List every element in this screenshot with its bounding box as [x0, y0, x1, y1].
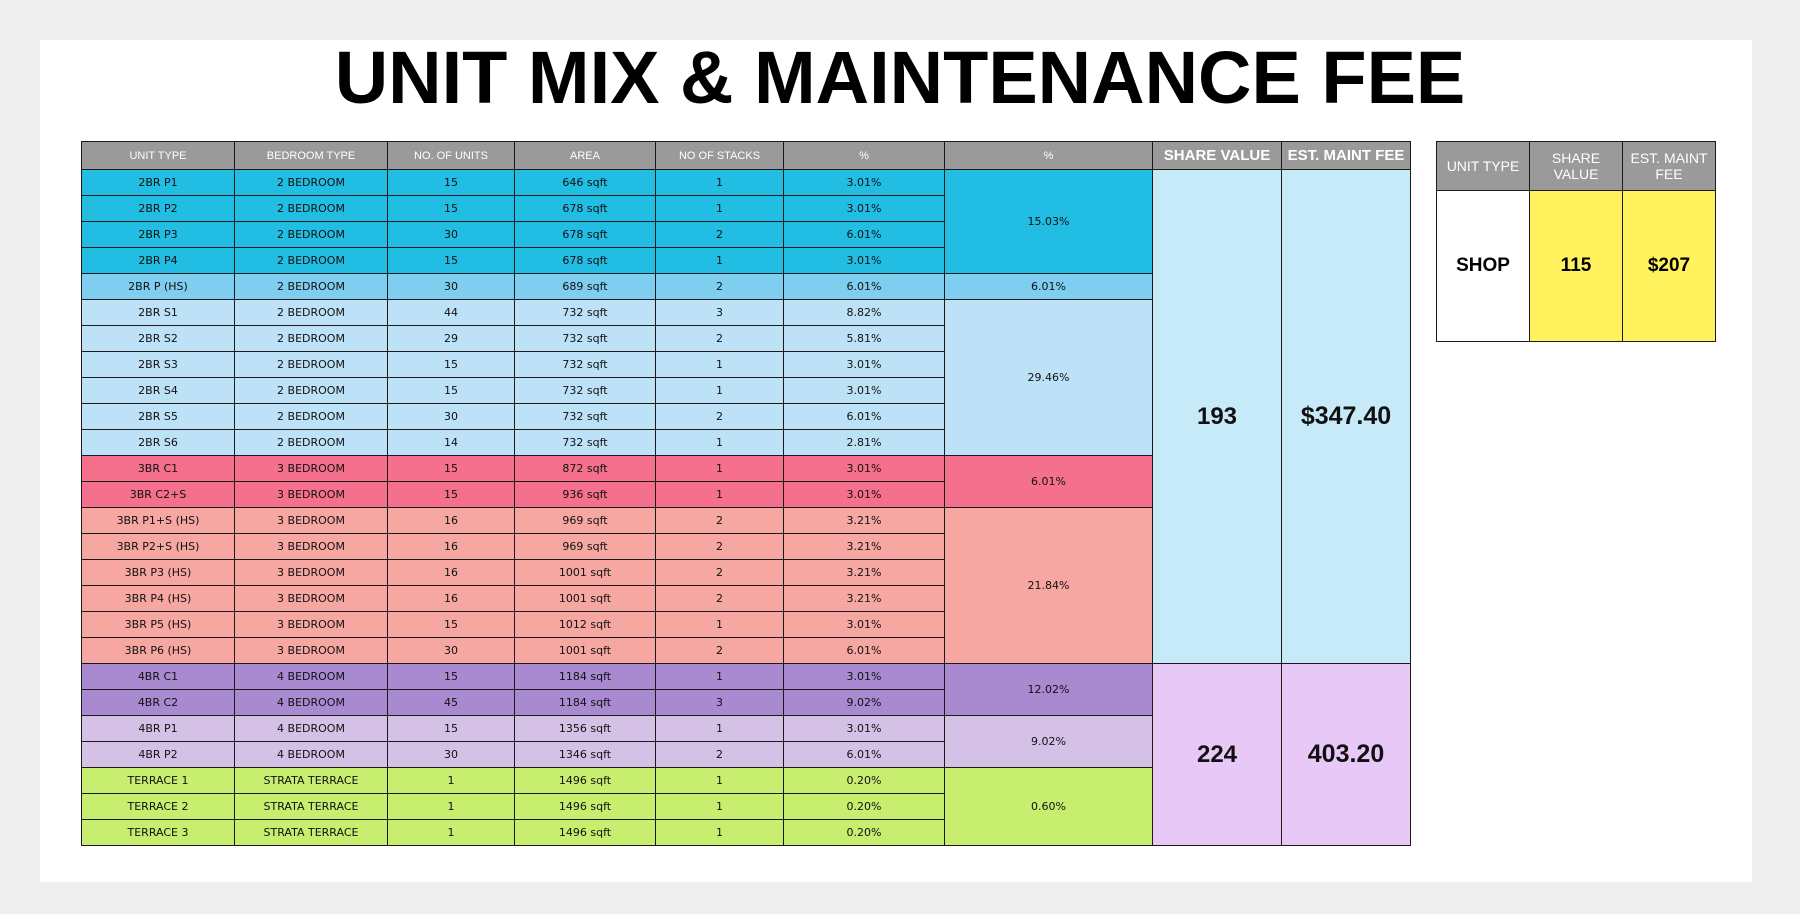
cell-no-of-stacks: 2	[656, 274, 784, 300]
cell-bedroom-type: 2 BEDROOM	[235, 404, 388, 430]
cell-area: 1184 sqft	[515, 690, 656, 716]
cell-unit-type: 3BR P1+S (HS)	[82, 508, 235, 534]
cell-no-of-units: 44	[388, 300, 515, 326]
cell-unit-type: 2BR S6	[82, 430, 235, 456]
cell-group-percent: 0.60%	[945, 768, 1153, 846]
cell-bedroom-type: 4 BEDROOM	[235, 742, 388, 768]
header-no-of-units: NO. OF UNITS	[388, 142, 515, 170]
cell-no-of-units: 30	[388, 742, 515, 768]
cell-area: 1012 sqft	[515, 612, 656, 638]
cell-group-percent: 9.02%	[945, 716, 1153, 768]
cell-percent: 6.01%	[784, 274, 945, 300]
cell-unit-type: 3BR P6 (HS)	[82, 638, 235, 664]
cell-bedroom-type: 3 BEDROOM	[235, 456, 388, 482]
header-group-percent: %	[945, 142, 1153, 170]
cell-area: 732 sqft	[515, 404, 656, 430]
shop-header-unit-type: UNIT TYPE	[1437, 142, 1530, 191]
cell-percent: 3.01%	[784, 482, 945, 508]
cell-group-percent: 6.01%	[945, 274, 1153, 300]
cell-area: 1496 sqft	[515, 820, 656, 846]
cell-percent: 8.82%	[784, 300, 945, 326]
cell-no-of-stacks: 3	[656, 690, 784, 716]
cell-unit-type: 3BR P2+S (HS)	[82, 534, 235, 560]
cell-no-of-stacks: 1	[656, 352, 784, 378]
cell-no-of-stacks: 1	[656, 794, 784, 820]
cell-percent: 3.01%	[784, 664, 945, 690]
cell-unit-type: 2BR P4	[82, 248, 235, 274]
cell-bedroom-type: 2 BEDROOM	[235, 430, 388, 456]
cell-area: 969 sqft	[515, 508, 656, 534]
cell-bedroom-type: 2 BEDROOM	[235, 326, 388, 352]
cell-no-of-units: 15	[388, 482, 515, 508]
cell-no-of-units: 45	[388, 690, 515, 716]
cell-no-of-units: 16	[388, 534, 515, 560]
header-no-of-stacks: NO OF STACKS	[656, 142, 784, 170]
cell-area: 1356 sqft	[515, 716, 656, 742]
header-unit-type: UNIT TYPE	[82, 142, 235, 170]
cell-no-of-units: 15	[388, 378, 515, 404]
cell-percent: 3.21%	[784, 560, 945, 586]
cell-no-of-stacks: 2	[656, 326, 784, 352]
header-area: AREA	[515, 142, 656, 170]
cell-area: 1496 sqft	[515, 794, 656, 820]
cell-group-percent: 12.02%	[945, 664, 1153, 716]
shop-header-share-value: SHARE VALUE	[1530, 142, 1623, 191]
cell-area: 969 sqft	[515, 534, 656, 560]
cell-percent: 2.81%	[784, 430, 945, 456]
cell-percent: 3.01%	[784, 716, 945, 742]
cell-bedroom-type: STRATA TERRACE	[235, 820, 388, 846]
cell-no-of-units: 15	[388, 352, 515, 378]
cell-bedroom-type: STRATA TERRACE	[235, 794, 388, 820]
cell-no-of-units: 30	[388, 222, 515, 248]
cell-area: 1001 sqft	[515, 638, 656, 664]
cell-bedroom-type: 2 BEDROOM	[235, 170, 388, 196]
cell-bedroom-type: 2 BEDROOM	[235, 222, 388, 248]
cell-no-of-units: 1	[388, 794, 515, 820]
cell-group-percent: 21.84%	[945, 508, 1153, 664]
cell-unit-type: 2BR P (HS)	[82, 274, 235, 300]
cell-no-of-units: 29	[388, 326, 515, 352]
cell-no-of-stacks: 1	[656, 482, 784, 508]
cell-bedroom-type: 3 BEDROOM	[235, 560, 388, 586]
cell-unit-type: 2BR P3	[82, 222, 235, 248]
cell-bedroom-type: 2 BEDROOM	[235, 274, 388, 300]
cell-percent: 6.01%	[784, 404, 945, 430]
cell-area: 1346 sqft	[515, 742, 656, 768]
cell-no-of-stacks: 2	[656, 508, 784, 534]
header-percent: %	[784, 142, 945, 170]
cell-no-of-units: 15	[388, 456, 515, 482]
cell-area: 732 sqft	[515, 378, 656, 404]
cell-area: 1001 sqft	[515, 586, 656, 612]
cell-unit-type: TERRACE 1	[82, 768, 235, 794]
cell-no-of-stacks: 1	[656, 378, 784, 404]
cell-bedroom-type: 3 BEDROOM	[235, 586, 388, 612]
shop-row	[1437, 191, 1716, 342]
cell-no-of-units: 14	[388, 430, 515, 456]
cell-no-of-stacks: 1	[656, 820, 784, 846]
cell-percent: 3.21%	[784, 534, 945, 560]
cell-bedroom-type: 3 BEDROOM	[235, 612, 388, 638]
cell-percent: 6.01%	[784, 742, 945, 768]
cell-bedroom-type: 4 BEDROOM	[235, 690, 388, 716]
cell-bedroom-type: 3 BEDROOM	[235, 482, 388, 508]
cell-no-of-stacks: 2	[656, 560, 784, 586]
cell-area: 732 sqft	[515, 352, 656, 378]
cell-no-of-stacks: 2	[656, 586, 784, 612]
cell-unit-type: 2BR P2	[82, 196, 235, 222]
cell-unit-type: 2BR P1	[82, 170, 235, 196]
cell-unit-type: 2BR S1	[82, 300, 235, 326]
cell-unit-type: 3BR C1	[82, 456, 235, 482]
cell-percent: 3.01%	[784, 170, 945, 196]
cell-no-of-units: 15	[388, 196, 515, 222]
cell-area: 646 sqft	[515, 170, 656, 196]
cell-no-of-stacks: 2	[656, 222, 784, 248]
page-title: UNIT MIX & MAINTENANCE FEE	[334, 36, 1466, 119]
cell-no-of-units: 15	[388, 248, 515, 274]
shop-share-value: 115	[1530, 191, 1623, 342]
cell-no-of-units: 30	[388, 404, 515, 430]
cell-no-of-stacks: 1	[656, 768, 784, 794]
cell-share-value: 193	[1153, 170, 1282, 664]
cell-percent: 3.21%	[784, 586, 945, 612]
cell-est-maint-fee: 403.20	[1282, 664, 1411, 846]
cell-area: 1184 sqft	[515, 664, 656, 690]
unit-mix-table	[81, 141, 1411, 846]
cell-area: 1496 sqft	[515, 768, 656, 794]
cell-no-of-stacks: 2	[656, 742, 784, 768]
unit-mix-body	[82, 170, 1411, 846]
cell-no-of-units: 30	[388, 274, 515, 300]
cell-percent: 3.01%	[784, 248, 945, 274]
cell-no-of-units: 16	[388, 508, 515, 534]
table-row	[82, 664, 1411, 690]
cell-unit-type: 3BR C2+S	[82, 482, 235, 508]
cell-share-value: 224	[1153, 664, 1282, 846]
cell-unit-type: 4BR C2	[82, 690, 235, 716]
cell-unit-type: 2BR S3	[82, 352, 235, 378]
cell-bedroom-type: 2 BEDROOM	[235, 196, 388, 222]
cell-group-percent: 29.46%	[945, 300, 1153, 456]
cell-bedroom-type: 3 BEDROOM	[235, 508, 388, 534]
cell-bedroom-type: 2 BEDROOM	[235, 352, 388, 378]
cell-unit-type: 2BR S4	[82, 378, 235, 404]
cell-unit-type: 3BR P3 (HS)	[82, 560, 235, 586]
cell-unit-type: TERRACE 3	[82, 820, 235, 846]
cell-area: 678 sqft	[515, 196, 656, 222]
cell-no-of-units: 15	[388, 170, 515, 196]
cell-percent: 0.20%	[784, 820, 945, 846]
cell-percent: 0.20%	[784, 768, 945, 794]
cell-area: 689 sqft	[515, 274, 656, 300]
shop-header-est-maint-fee: EST. MAINT FEE	[1623, 142, 1716, 191]
cell-bedroom-type: 4 BEDROOM	[235, 664, 388, 690]
header-bedroom-type: BEDROOM TYPE	[235, 142, 388, 170]
cell-percent: 3.01%	[784, 456, 945, 482]
cell-area: 678 sqft	[515, 248, 656, 274]
cell-percent: 3.21%	[784, 508, 945, 534]
cell-unit-type: 4BR C1	[82, 664, 235, 690]
cell-no-of-stacks: 2	[656, 404, 784, 430]
cell-area: 732 sqft	[515, 326, 656, 352]
shop-unit-type: SHOP	[1437, 191, 1530, 342]
cell-percent: 3.01%	[784, 378, 945, 404]
cell-bedroom-type: 2 BEDROOM	[235, 378, 388, 404]
cell-area: 732 sqft	[515, 300, 656, 326]
shop-table	[1436, 141, 1716, 342]
cell-area: 1001 sqft	[515, 560, 656, 586]
cell-no-of-stacks: 2	[656, 638, 784, 664]
cell-no-of-stacks: 3	[656, 300, 784, 326]
cell-percent: 5.81%	[784, 326, 945, 352]
cell-no-of-units: 15	[388, 716, 515, 742]
cell-unit-type: 2BR S5	[82, 404, 235, 430]
cell-percent: 6.01%	[784, 222, 945, 248]
cell-bedroom-type: 3 BEDROOM	[235, 638, 388, 664]
cell-no-of-stacks: 1	[656, 196, 784, 222]
table-header-row	[82, 142, 1411, 170]
cell-no-of-units: 16	[388, 586, 515, 612]
header-est-maint-fee: EST. MAINT FEE	[1282, 142, 1411, 170]
cell-unit-type: 3BR P4 (HS)	[82, 586, 235, 612]
cell-no-of-stacks: 1	[656, 664, 784, 690]
cell-bedroom-type: 2 BEDROOM	[235, 300, 388, 326]
cell-no-of-units: 1	[388, 768, 515, 794]
cell-area: 936 sqft	[515, 482, 656, 508]
table-row	[82, 170, 1411, 196]
cell-percent: 0.20%	[784, 794, 945, 820]
cell-no-of-stacks: 2	[656, 534, 784, 560]
cell-percent: 9.02%	[784, 690, 945, 716]
shop-maint-fee: $207	[1623, 191, 1716, 342]
cell-unit-type: TERRACE 2	[82, 794, 235, 820]
cell-no-of-stacks: 1	[656, 456, 784, 482]
cell-no-of-units: 15	[388, 612, 515, 638]
cell-est-maint-fee: $347.40	[1282, 170, 1411, 664]
shop-header-row	[1437, 142, 1716, 191]
cell-no-of-stacks: 1	[656, 612, 784, 638]
cell-no-of-units: 30	[388, 638, 515, 664]
cell-percent: 3.01%	[784, 196, 945, 222]
cell-bedroom-type: 4 BEDROOM	[235, 716, 388, 742]
cell-bedroom-type: 3 BEDROOM	[235, 534, 388, 560]
cell-no-of-stacks: 1	[656, 716, 784, 742]
cell-bedroom-type: 2 BEDROOM	[235, 248, 388, 274]
cell-no-of-units: 1	[388, 820, 515, 846]
cell-area: 872 sqft	[515, 456, 656, 482]
cell-area: 678 sqft	[515, 222, 656, 248]
cell-group-percent: 15.03%	[945, 170, 1153, 274]
cell-percent: 3.01%	[784, 352, 945, 378]
cell-percent: 6.01%	[784, 638, 945, 664]
cell-group-percent: 6.01%	[945, 456, 1153, 508]
cell-no-of-units: 15	[388, 664, 515, 690]
cell-bedroom-type: STRATA TERRACE	[235, 768, 388, 794]
cell-area: 732 sqft	[515, 430, 656, 456]
cell-no-of-stacks: 1	[656, 248, 784, 274]
cell-no-of-units: 16	[388, 560, 515, 586]
cell-unit-type: 2BR S2	[82, 326, 235, 352]
cell-no-of-stacks: 1	[656, 430, 784, 456]
cell-percent: 3.01%	[784, 612, 945, 638]
cell-unit-type: 3BR P5 (HS)	[82, 612, 235, 638]
cell-no-of-stacks: 1	[656, 170, 784, 196]
header-share-value: SHARE VALUE	[1153, 142, 1282, 170]
cell-unit-type: 4BR P1	[82, 716, 235, 742]
cell-unit-type: 4BR P2	[82, 742, 235, 768]
